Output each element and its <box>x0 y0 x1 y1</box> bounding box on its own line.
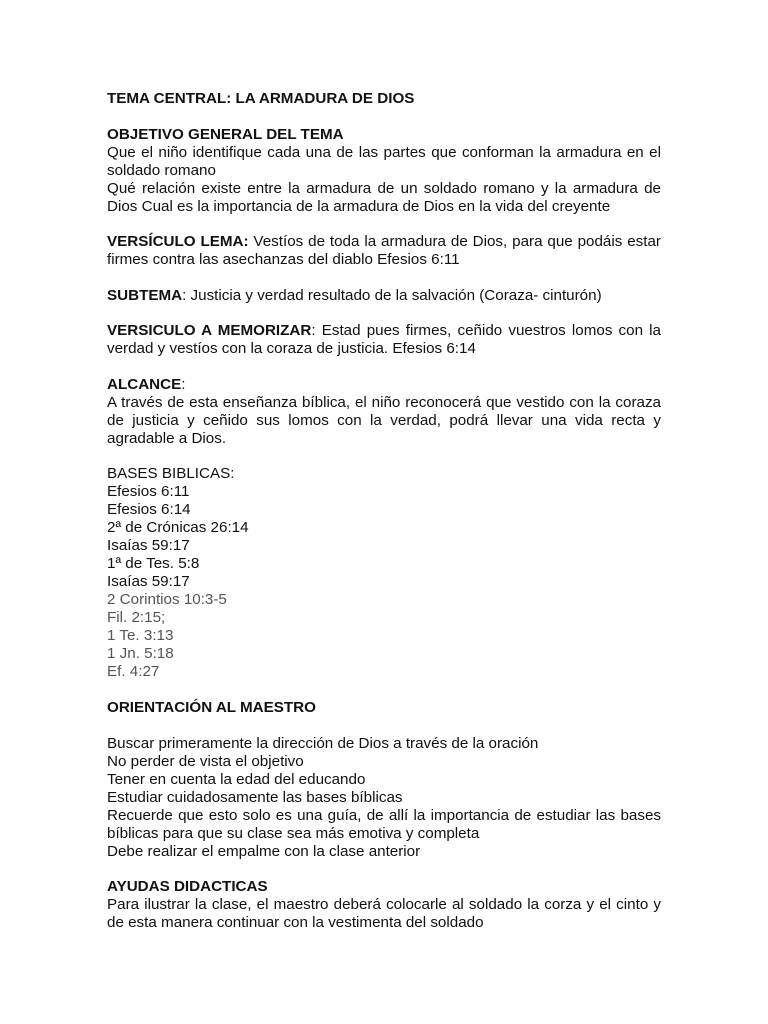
objetivo-text-2: Qué relación existe entre la armadura de un soldado romano y la armadura de Dios Cual es la importancia de la armadura de Dios en la vida del creyente <box>107 179 661 215</box>
bible-reference: 1ª de Tes. 5:8 <box>107 555 200 572</box>
alcance-section <box>107 376 661 448</box>
orientacion-spacer <box>107 717 661 735</box>
orientacion-item: Recuerde que esto solo es una guía, de allí la importancia de estudiar las bases bíblicas para que su clase sea más emotiva y completa <box>107 806 661 842</box>
versiculo-lema-text: Vestíos de toda la armadura de Dios, para que podáis estar firmes contra las asechanzas del diablo Efesios 6:11 <box>107 233 661 268</box>
versiculo-memorizar-text: : Estad pues firmes, ceñido vuestros lomos con la verdad y vestíos con la coraza de justicia. Efesios 6:14 <box>107 322 662 357</box>
orientacion-list <box>107 735 661 861</box>
orientacion-item: No perder de vista el objetivo <box>107 752 304 770</box>
bible-reference: Isaías 59:17 <box>107 573 190 590</box>
document-page <box>107 90 661 950</box>
tema-central-section <box>107 90 661 108</box>
orientacion-item: Debe realizar el empalme con la clase anterior <box>107 842 421 860</box>
bible-reference-gray: 2 Corintios 10:3-5 <box>107 591 227 608</box>
alcance-label: ALCANCE <box>107 375 182 393</box>
orientacion-item: Buscar primeramente la dirección de Dios a través de la oración <box>107 734 539 752</box>
bible-reference-gray: Fil. 2:15; <box>107 609 166 626</box>
objetivo-heading: OBJETIVO GENERAL DEL TEMA <box>107 125 344 143</box>
bases-biblicas-list <box>107 483 661 681</box>
bible-reference-gray: 1 Te. 3:13 <box>107 627 174 644</box>
bases-biblicas-heading: BASES BIBLICAS: <box>107 465 235 482</box>
bible-reference: Efesios 6:11 <box>107 483 190 500</box>
versiculo-lema-label: VERSÍCULO LEMA: <box>107 233 249 250</box>
orientacion-item: Estudiar cuidadosamente las bases bíblicas <box>107 788 403 806</box>
orientacion-section <box>107 699 661 861</box>
objetivo-text-1: Que el niño identifique cada una de las partes que conforman la armadura en el soldado romano <box>107 143 661 179</box>
alcance-colon: : <box>181 375 186 393</box>
versiculo-memorizar-label: VERSICULO A MEMORIZAR <box>107 322 312 339</box>
bible-reference: Efesios 6:14 <box>107 501 191 518</box>
orientacion-heading: ORIENTACIÓN AL MAESTRO <box>107 698 316 716</box>
bible-reference: Isaías 59:17 <box>107 537 190 554</box>
versiculo-memorizar-section <box>107 322 661 358</box>
subtema-text: : Justicia y verdad resultado de la salvación (Coraza- cinturón) <box>182 286 602 304</box>
tema-central-heading: TEMA CENTRAL: LA ARMADURA DE DIOS <box>107 90 415 107</box>
bible-reference-gray: Ef. 4:27 <box>107 663 160 680</box>
ayudas-section <box>107 878 661 932</box>
bible-reference-gray: 1 Jn. 5:18 <box>107 645 174 662</box>
bible-reference: 2ª de Crónicas 26:14 <box>107 519 249 536</box>
subtema-section <box>107 287 661 305</box>
versiculo-lema-section <box>107 233 661 269</box>
objetivo-section <box>107 126 661 216</box>
ayudas-text: Para ilustrar la clase, el maestro deberá colocarle al soldado la corza y el cinto y de esta manera continuar con la vestimenta del soldado <box>107 896 661 931</box>
subtema-label: SUBTEMA <box>107 286 183 304</box>
alcance-text: A través de esta enseñanza bíblica, el niño reconocerá que vestido con la coraza de justicia y ceñido sus lomos con la verdad, podrá llevar una vida recta y agradable a Dios. <box>107 393 661 447</box>
orientacion-item: Tener en cuenta la edad del educando <box>107 770 366 788</box>
ayudas-heading: AYUDAS DIDACTICAS <box>107 878 268 895</box>
bases-biblicas-section <box>107 465 661 681</box>
